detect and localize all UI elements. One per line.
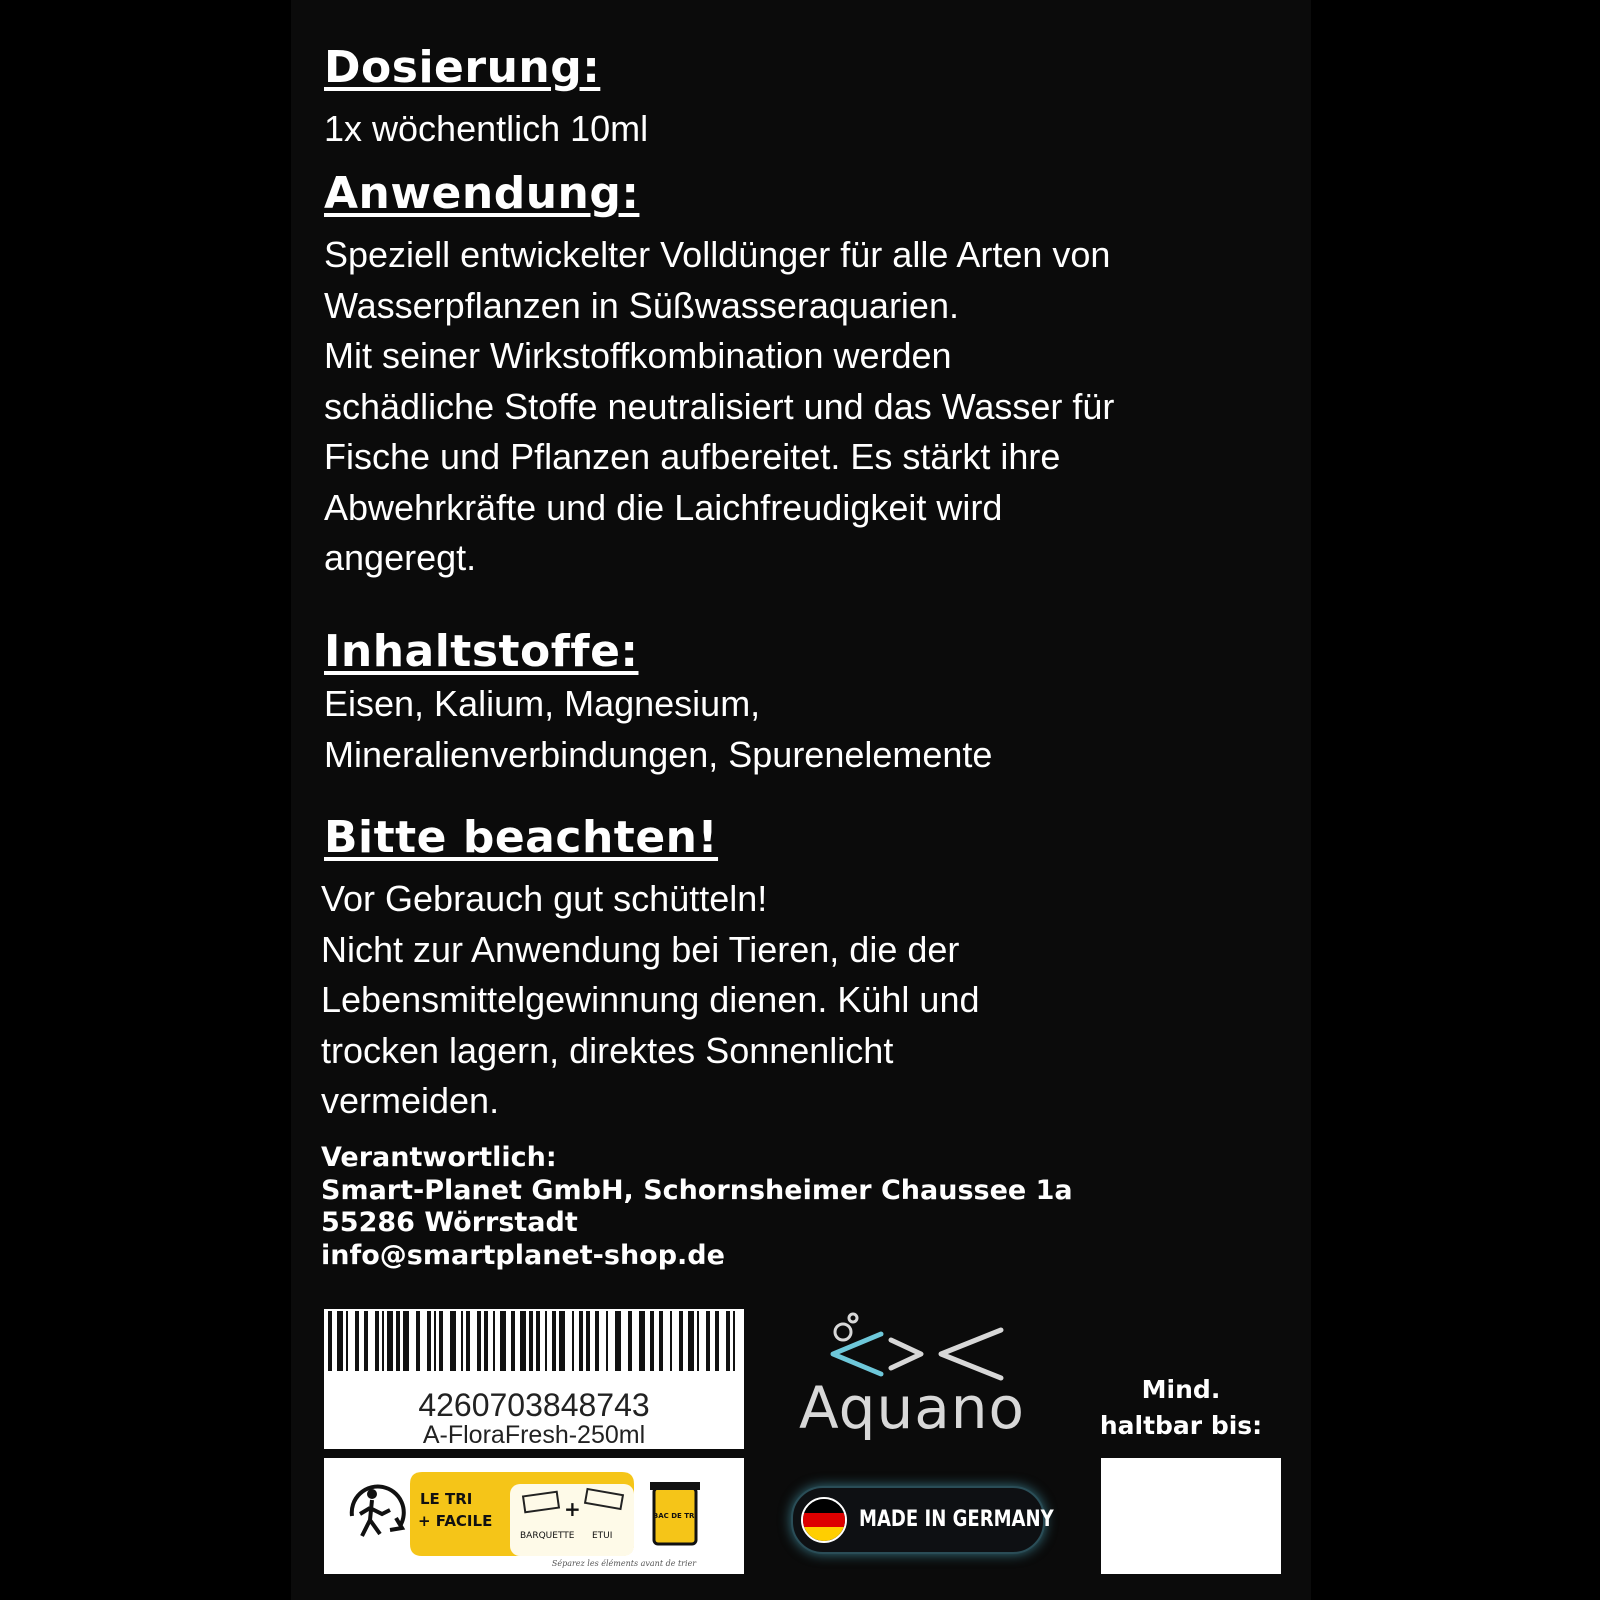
barcode-bar [427,1311,431,1371]
barcode-bar [493,1311,495,1371]
flag-stripe-red [803,1513,845,1527]
barcode-bar [715,1311,719,1371]
text-line: Nicht zur Anwendung bei Tieren, die der [321,928,960,970]
text-line: angeregt. [324,537,477,578]
text-line: Mit seiner Wirkstoffkombination werden [324,335,952,376]
product-sku: A-FloraFresh-250ml [422,1421,646,1449]
barcode-bar [382,1311,384,1371]
barcode-bar [477,1311,481,1371]
barcode-bar [364,1311,368,1371]
badge-line1: LE TRI [420,1490,473,1508]
badge-line2: + FACILE [418,1512,493,1530]
barcode-bar [328,1311,332,1371]
text-line: Fische und Pflanzen aufbereitet. Es stärkt ihre [324,436,1061,477]
barcode-bar [586,1311,590,1371]
flag-stripe-black [803,1499,845,1513]
text-line: Wasserpflanzen in Süßwasseraquarien. [324,284,959,326]
company-city: 55286 Wörrstadt [321,1207,578,1238]
text-line: Lebensmittelgewinnung dienen. Kühl und [321,979,980,1020]
aquano-logo [791,1310,1041,1460]
made-in-label: MADE IN GERMANY [859,1507,1054,1532]
bin-icon [650,1482,700,1544]
barcode-bar [500,1311,506,1371]
barcode-bar [439,1311,443,1371]
text-line: vermeiden. [321,1080,500,1121]
text-line: Vor Gebrauch gut schütteln! [321,878,768,919]
barcode-bar [434,1311,436,1371]
barcode-bar [606,1311,608,1371]
recycling-info [324,1458,744,1574]
barcode-bar [387,1311,393,1371]
barcode-bar [595,1311,599,1371]
text-line: Abwehrkräfte und die Laichfreudigkeit wird [324,486,1003,528]
barcode-bar [650,1311,654,1371]
barcode-bar [355,1311,359,1371]
barcode-bar [670,1311,672,1371]
brand-name: Aquano [799,1374,1026,1442]
barcode-bar [679,1311,683,1371]
made-in-germany-badge [791,1486,1054,1554]
usage-heading: Anwendung: [324,168,640,219]
best-before-line2: haltbar bis: [1099,1411,1263,1440]
barcode-number: 4260703848743 [418,1387,650,1423]
best-before-line1: Mind. [1141,1375,1221,1404]
barcode-bar [396,1311,400,1371]
barcode-bar [628,1311,632,1371]
barcode-bar [559,1311,565,1371]
item-tray: BARQUETTE [520,1531,575,1541]
item-box: ETUI [592,1531,613,1541]
barcode-bar [529,1311,533,1371]
fish-icon [833,1330,1001,1378]
dosage-heading: Dosierung: [324,42,601,93]
barcode-bar [511,1311,515,1371]
dosage-text [324,104,1284,155]
company-email: info@smartplanet-shop.de [321,1239,725,1271]
barcode-bar [545,1311,547,1371]
barcode-bar [375,1311,379,1371]
bubbles-icon [835,1314,857,1340]
product-label [291,0,1311,1600]
ingredients-heading: Inhaltstoffe: [324,626,639,677]
barcode-bar [639,1311,645,1371]
responsible-label: Verantwortlich: [321,1142,557,1173]
text-line: Mineralienverbindungen, Spurenelemente [324,733,993,775]
barcode-bar [552,1311,556,1371]
barcode-bar [416,1311,420,1371]
best-before-date-field [1101,1458,1281,1574]
barcode-bar [733,1311,735,1371]
triman-footnote: Séparez les éléments avant de trier [551,1559,697,1568]
barcode-bar [697,1311,699,1371]
text-line: schädliche Stoffe neutralisiert und das Wasser für [324,385,1115,427]
notice-text [321,874,1281,1127]
usage-text [324,230,1284,584]
barcode-bar [337,1311,343,1371]
barcode-bar [615,1311,621,1371]
barcode-bar [579,1311,583,1371]
barcode-bar [484,1311,488,1371]
barcode-bar [536,1311,540,1371]
best-before-label [1081,1372,1281,1444]
barcode-bars [324,1309,744,1389]
barcode [324,1309,744,1449]
barcode-bar [461,1311,463,1371]
company-address: Smart-Planet GmbH, Schornsheimer Chaussee 1a [321,1174,1073,1206]
barcode-bar [450,1311,456,1371]
barcode-bar [346,1311,348,1371]
barcode-bar [726,1311,730,1371]
responsible-party [321,1142,1073,1272]
badge-plus: + [564,1497,581,1521]
ingredients-text [324,679,1284,780]
barcode-bar [572,1311,574,1371]
notice-heading: Bitte beachten! [324,812,719,863]
german-flag-icon [801,1497,847,1543]
flag-stripe-gold [803,1527,845,1541]
triman-icon [352,1487,404,1536]
barcode-bar [403,1311,409,1371]
text-line: trocken lagern, direktes Sonnenlicht [321,1029,894,1071]
barcode-bar [520,1311,526,1371]
barcode-bar [659,1311,663,1371]
barcode-bar [466,1311,470,1371]
barcode-bar [688,1311,694,1371]
le-tri-badge [410,1472,700,1568]
triman-logo [324,1458,744,1574]
text-line: Speziell entwickelter Volldünger für alle Arten von [324,234,1111,275]
bin-label: BAC DE TRI [652,1512,698,1520]
text-line: 1x wöchentlich 10ml [324,108,649,149]
barcode-bar [706,1311,710,1371]
text-line: Eisen, Kalium, Magnesium, [324,683,761,724]
